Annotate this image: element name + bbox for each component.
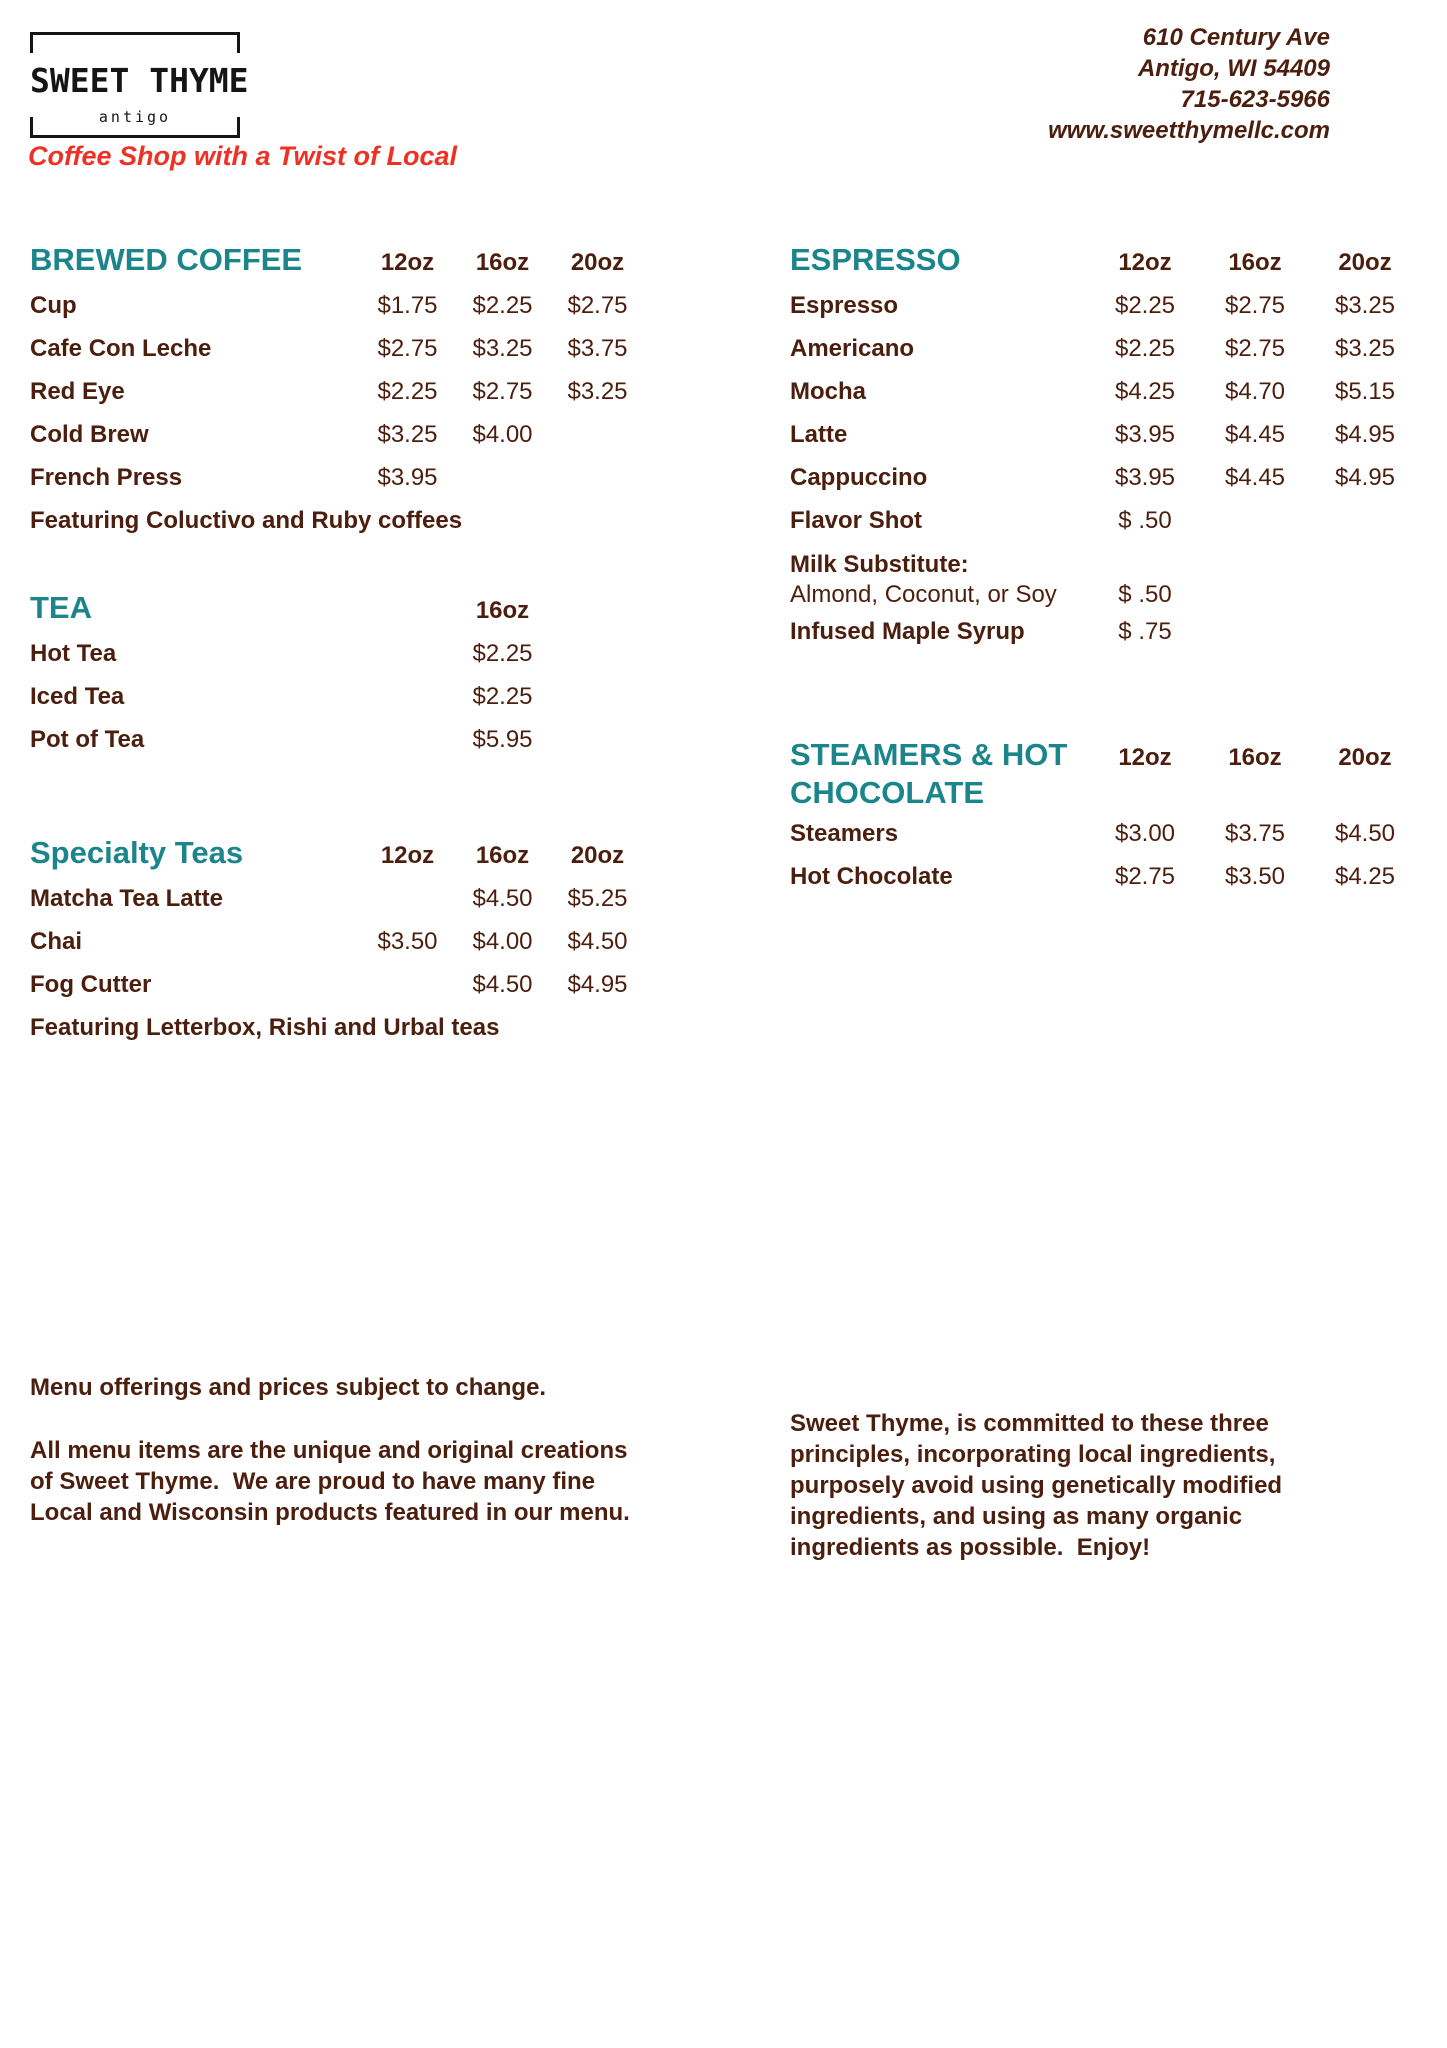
menu-item-row [30,284,650,327]
menu-item-row [30,718,650,761]
item-name: Flavor Shot [790,507,923,534]
menu-item-row [30,963,650,1006]
item-name: Cold Brew [30,421,149,448]
section-espresso [790,238,1425,653]
item-price-20oz: $4.95 [567,971,628,998]
size-header-20oz: 20oz [1338,744,1392,771]
item-price-12oz: $2.25 [1114,292,1176,319]
item-name-line2: Almond, Coconut, or Soy [790,581,1057,608]
item-name: Matcha Tea Latte [30,885,223,912]
item-price-16oz: $2.25 [472,292,533,319]
section-footnote: Featuring Coluctivo and Ruby coffees [30,507,463,534]
note-prices-subject-to-change: Menu offerings and prices subject to change. [30,1374,547,1401]
section-brewed-coffee [30,238,650,542]
item-price-12oz: $3.95 [377,464,438,491]
footer-left-notes [30,1372,635,1528]
item-price-12oz: $ .50 [1118,507,1172,534]
menu-item-row [790,370,1425,413]
brand-location: antigo [98,108,172,126]
section-header-row [30,831,650,877]
item-price-12oz: $4.25 [1114,378,1176,405]
section-footnote: Featuring Letterbox, Rishi and Urbal teas [30,1014,500,1041]
item-name: Infused Maple Syrup [790,618,1025,645]
contact-block [1048,22,1330,146]
item-name: Cafe Con Leche [30,335,212,362]
item-price-16oz: $4.50 [472,971,533,998]
section-header-row [790,238,1425,284]
section-header-row [790,732,1425,812]
section-header-row [30,586,650,632]
size-header-16oz: 16oz [1228,744,1282,771]
item-price-12oz: $2.25 [1114,335,1176,362]
section-specialty-teas [30,831,650,1049]
section-title: STEAMERS & HOT CHOCOLATE [790,737,1068,810]
item-price-12oz: $2.25 [377,378,438,405]
menu-item-row [790,327,1425,370]
item-name: Red Eye [30,378,125,405]
item-name [790,542,1090,610]
menu-item-row [30,920,650,963]
size-header-16oz: 16oz [475,249,530,276]
item-name: Hot Chocolate [790,863,953,890]
menu-item-row [30,632,650,675]
item-name-line1: Milk Substitute: [790,551,969,578]
item-price-20oz: $3.75 [567,335,628,362]
item-name: Americano [790,335,915,362]
item-name: Hot Tea [30,640,117,667]
item-price-16oz: $2.75 [472,378,533,405]
size-header-12oz: 12oz [1118,249,1172,276]
item-price-16oz: $3.50 [1224,863,1286,890]
left-column [30,238,650,1049]
menu-item-row [790,456,1425,499]
item-price-16oz: $2.75 [1224,292,1286,319]
section-header-row [30,238,650,284]
section-title: TEA [30,590,92,625]
menu-item-row [30,675,650,718]
item-price-16oz: $4.45 [1224,421,1286,448]
logo-frame-top [30,32,240,53]
item-name: Fog Cutter [30,971,152,998]
item-price-20oz: $5.15 [1334,378,1396,405]
brand-logo [30,32,249,138]
menu-item-row [30,413,650,456]
menu-item-row [790,610,1425,653]
item-name: Iced Tea [30,683,125,710]
section-tea [30,586,650,761]
item-name: Cup [30,292,77,319]
item-price-16oz: $4.45 [1224,464,1286,491]
item-price-20oz: $4.50 [567,928,628,955]
size-header-16oz: 16oz [475,597,530,624]
item-price-20oz: $4.50 [1334,820,1396,847]
item-name: Latte [790,421,848,448]
item-price-12oz: $3.50 [377,928,438,955]
item-price-20oz: $3.25 [1334,292,1396,319]
section-title: ESPRESSO [790,242,961,277]
size-header-12oz: 12oz [1118,744,1172,771]
item-price-20oz: $4.25 [1334,863,1396,890]
item-price-16oz: $4.00 [472,928,533,955]
phone-number: 715-623-5966 [1180,86,1330,113]
menu-item-row [790,499,1425,542]
item-price-20oz: $2.75 [567,292,628,319]
size-header-20oz: 20oz [570,249,625,276]
item-name: Mocha [790,378,867,405]
size-header-12oz: 12oz [380,249,435,276]
item-price-16oz: $2.75 [1224,335,1286,362]
item-price-16oz: $4.50 [472,885,533,912]
item-name: Steamers [790,820,899,847]
menu-item-row [790,812,1425,855]
item-price-16oz: $5.95 [472,726,533,753]
item-price-16oz: $3.25 [472,335,533,362]
menu-item-row-milk-substitute [790,542,1425,610]
size-header-20oz: 20oz [1338,249,1392,276]
size-header-16oz: 16oz [1228,249,1282,276]
address-line-2: Antigo, WI 54409 [1137,55,1330,82]
size-header-12oz: 12oz [380,842,435,869]
item-price-12oz: $3.00 [1114,820,1176,847]
menu-item-row [790,413,1425,456]
item-name: Pot of Tea [30,726,145,753]
item-price-16oz: $2.25 [472,640,533,667]
item-name: Chai [30,928,83,955]
item-price-16oz: $4.00 [472,421,533,448]
item-price-20oz: $4.95 [1334,421,1396,448]
item-price-12oz: $ .50 [1118,581,1172,608]
menu-item-row [30,370,650,413]
item-price-20oz: $4.95 [1334,464,1396,491]
size-header-20oz: 20oz [570,842,625,869]
footer-right-principles [790,1408,1330,1563]
item-name: French Press [30,464,183,491]
item-price-12oz: $ .75 [1118,618,1172,645]
item-price-12oz: $3.95 [1114,464,1176,491]
item-price-16oz: $4.70 [1224,378,1286,405]
item-name: Espresso [790,292,899,319]
right-column [790,238,1425,898]
item-price-12oz: $2.75 [377,335,438,362]
menu-item-row [790,855,1425,898]
menu-item-row [790,284,1425,327]
section-title: BREWED COFFEE [30,242,303,277]
item-price-12oz: $3.95 [1114,421,1176,448]
menu-item-row [30,327,650,370]
item-price-20oz: $3.25 [567,378,628,405]
item-price-12oz: $2.75 [1114,863,1176,890]
item-name: Cappuccino [790,464,928,491]
item-price-16oz: $2.25 [472,683,533,710]
address-line-1: 610 Century Ave [1142,24,1330,51]
brand-tagline: Coffee Shop with a Twist of Local [28,141,458,171]
note-principles: Sweet Thyme, is committed to these three principles, incorporating local ingredients, purposely avoid using genetically modified ingredients, and using as many organic ingredients as possible. Enjoy! [790,1410,1289,1561]
brand-name: SWEET THYME [30,61,249,100]
item-price-16oz: $3.75 [1224,820,1286,847]
size-header-16oz: 16oz [475,842,530,869]
section-steamers-hot-chocolate [790,732,1425,898]
item-price-12oz: $3.25 [377,421,438,448]
item-price-20oz: $5.25 [567,885,628,912]
item-price-20oz: $3.25 [1334,335,1396,362]
item-price-12oz: $1.75 [377,292,438,319]
section-title: Specialty Teas [30,835,244,870]
website-url: www.sweetthymellc.com [1048,117,1330,144]
menu-item-row [30,877,650,920]
menu-item-row [30,456,650,499]
note-original-creations: All menu items are the unique and original creations of Sweet Thyme. We are proud to have many fine Local and Wisconsin products featured in our menu. [30,1437,635,1526]
